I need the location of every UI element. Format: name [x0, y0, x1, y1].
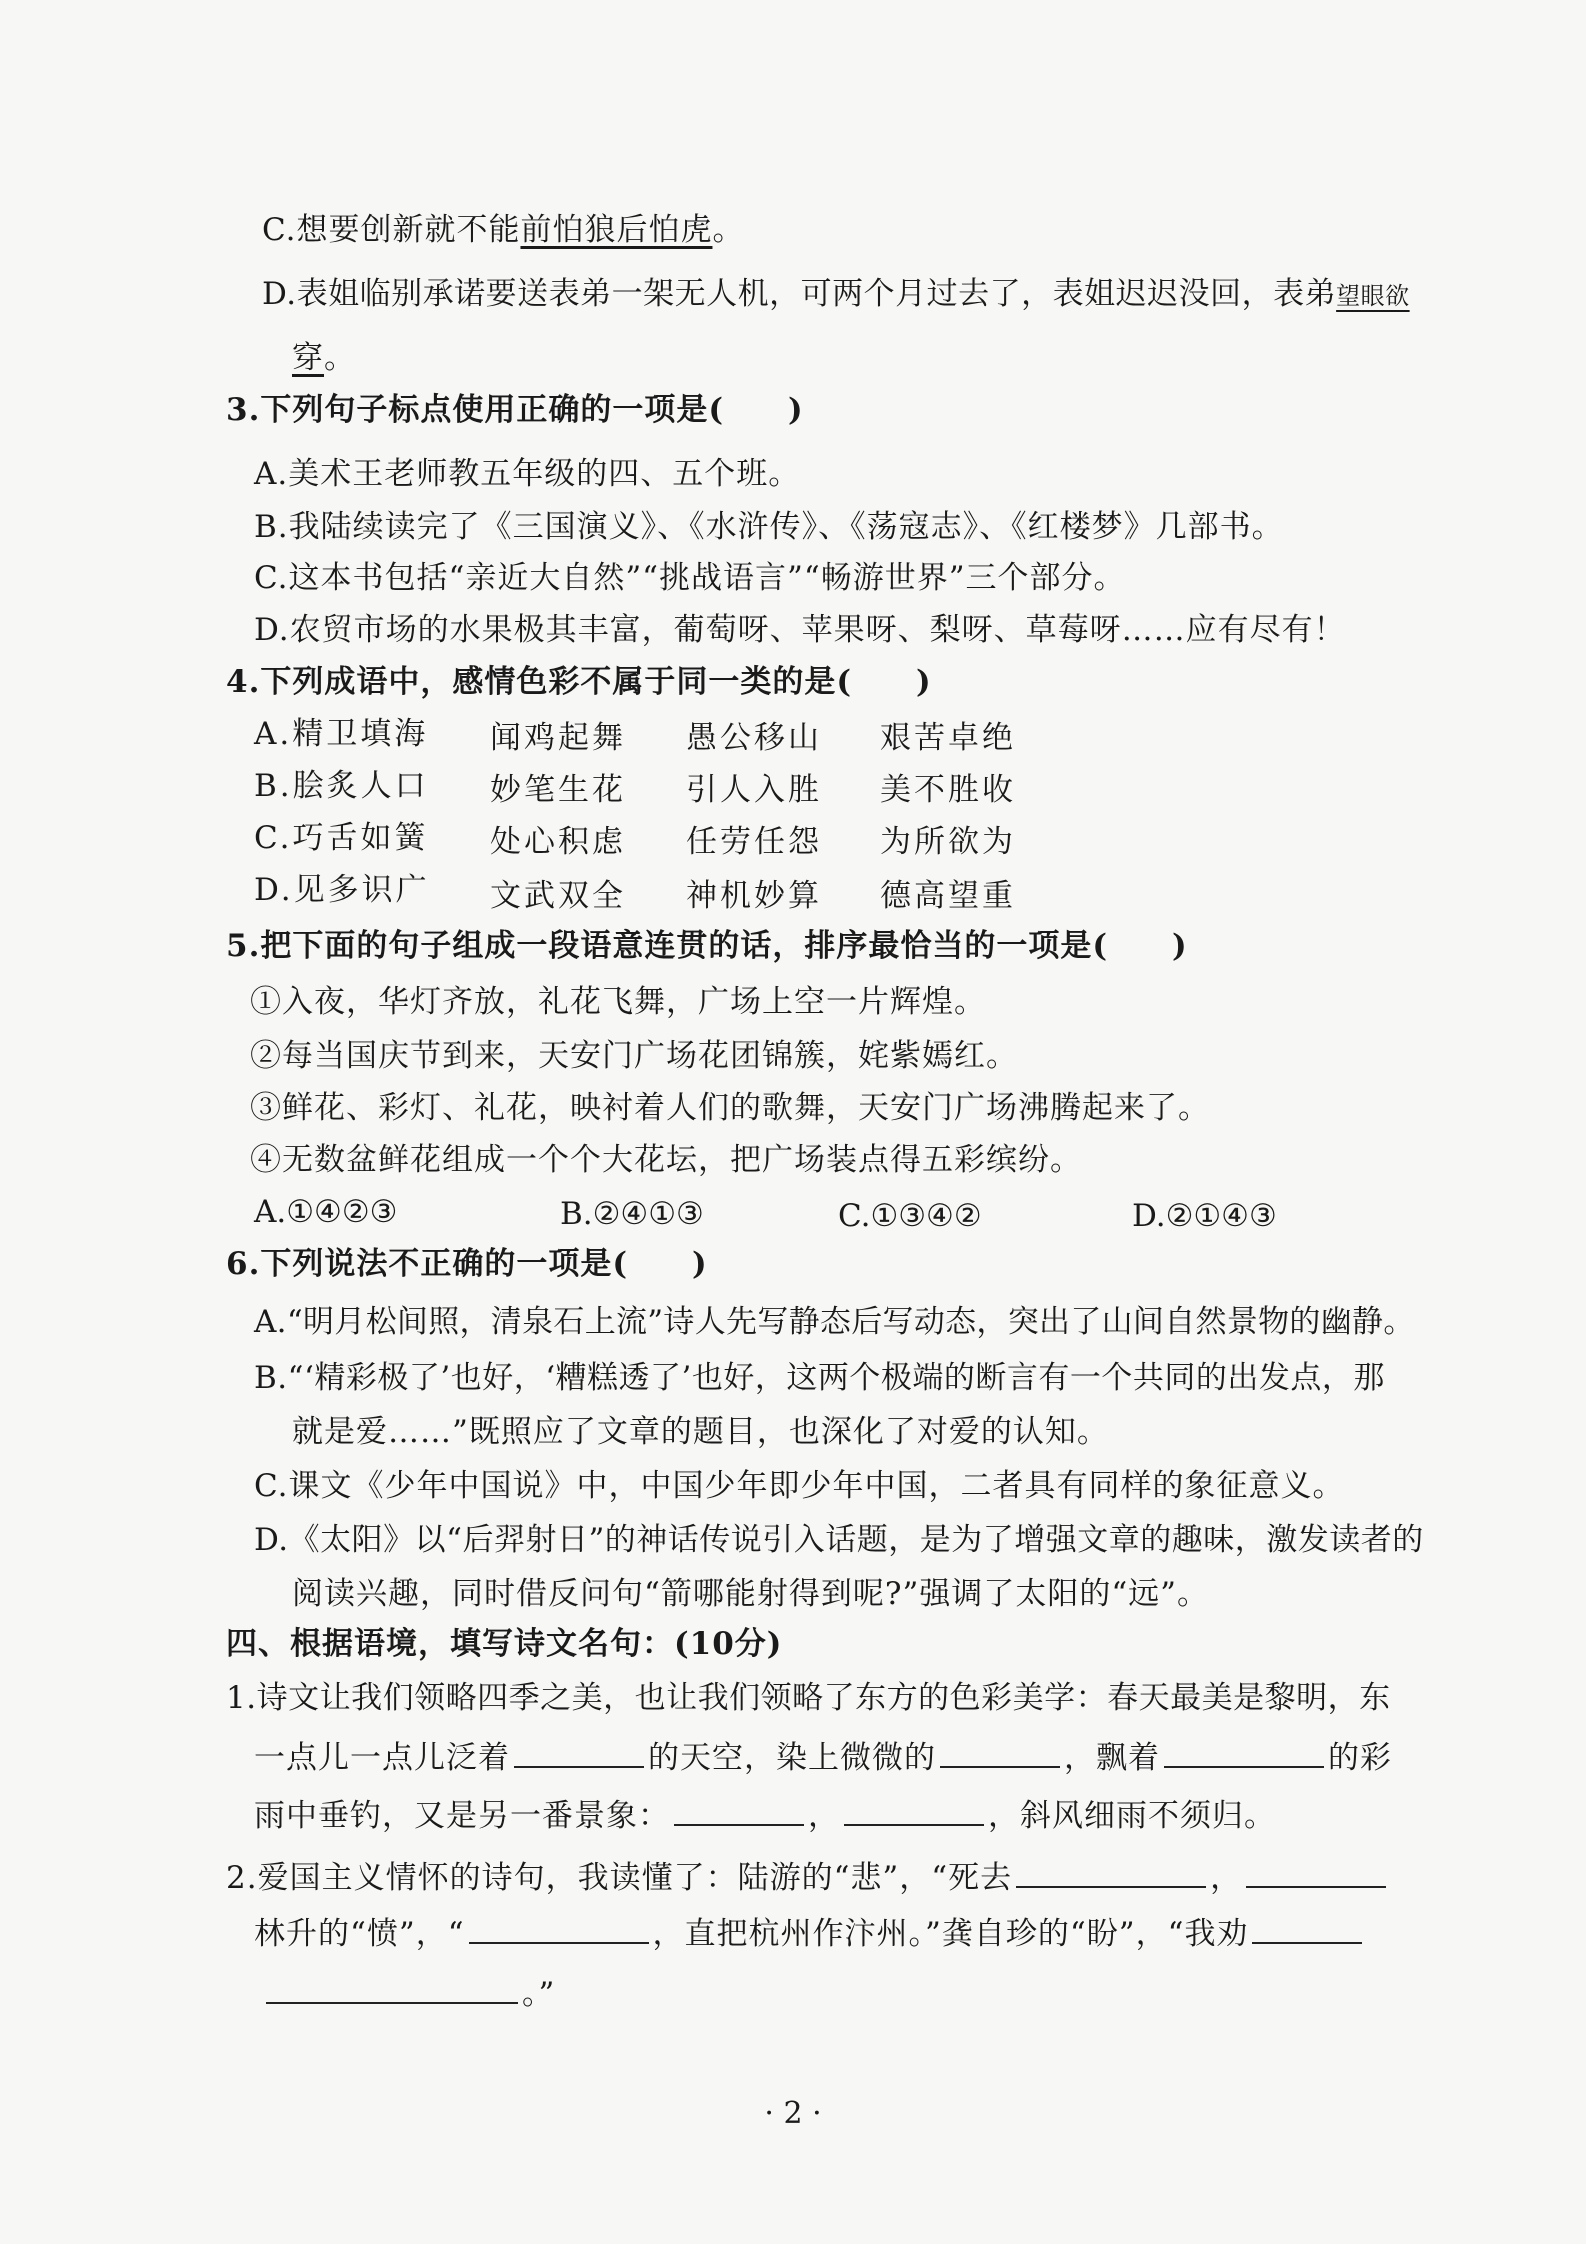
- q5-option-b: B.②④①③: [560, 1196, 704, 1232]
- q4-c-idiom-2: 处心积虑: [490, 824, 626, 860]
- q4-d-idiom-4: 德高望重: [880, 878, 1016, 914]
- q2-d-end: 。: [324, 340, 356, 376]
- q2-option-d: [262, 272, 1410, 318]
- q6-option-d-line1: D.《太阳》以“后羿射日”的神话传说引入话题，是为了增强文章的趣味，激发读者的: [254, 1522, 1424, 1558]
- s4-blank-8[interactable]: [469, 1912, 649, 1944]
- q4-a-idiom-4: 艰苦卓绝: [880, 720, 1016, 756]
- s4-p1-text-f: ，: [808, 1798, 840, 1834]
- q5-option-c: C.①③④②: [838, 1198, 982, 1234]
- s4-blank-2[interactable]: [940, 1736, 1060, 1768]
- s4-blank-4[interactable]: [674, 1794, 804, 1826]
- q2-option-c: [262, 208, 744, 252]
- q6-option-a: A.“明月松间照，清泉石上流”诗人先写静态后写动态，突出了山间自然景物的幽静。: [254, 1304, 1415, 1340]
- q4-c-idiom-4: 为所欲为: [880, 824, 1016, 860]
- q4-a-label: A.精卫填海: [254, 716, 429, 752]
- s4-p1-text-a: 一点儿一点儿泛着: [254, 1740, 510, 1776]
- q4-c-idiom-3: 任劳任怨: [686, 824, 822, 860]
- s4-p2-line3: [262, 1972, 555, 2016]
- q6-option-b-line2: 就是爱……”既照应了文章的题目，也深化了对爱的认知。: [292, 1414, 1109, 1450]
- q5-stem: 5.把下面的句子组成一段语意连贯的话，排序最恰当的一项是( ): [226, 928, 1188, 964]
- q2-c-end: 。: [712, 212, 745, 248]
- q4-d-label: D.见多识广: [254, 872, 430, 908]
- s4-p2-text-c: 林升的“愤”，“: [254, 1916, 465, 1952]
- q4-c-label: C.巧舌如簧: [254, 820, 429, 856]
- s4-p1-text-c: ，飘着: [1064, 1740, 1160, 1776]
- s4-p1-text-d: 的彩: [1328, 1740, 1392, 1776]
- q5-sentence-3: ③鲜花、彩灯、礼花，映衬着人们的歌舞，天安门广场沸腾起来了。: [250, 1090, 1210, 1126]
- q6-stem: 6.下列说法不正确的一项是( ): [226, 1246, 708, 1282]
- q6-option-c: C.课文《少年中国说》中，中国少年即少年中国，二者具有同样的象征意义。: [254, 1468, 1345, 1504]
- s4-p1-text-b: 的天空，染上微微的: [648, 1740, 936, 1776]
- s4-blank-10[interactable]: [266, 1972, 518, 2004]
- q5-sentence-2: ②每当国庆节到来，天安门广场花团锦簇，姹紫嫣红。: [250, 1038, 1018, 1074]
- s4-p2-text-a: 2.爱国主义情怀的诗句，我读懂了：陆游的“悲”，“死去: [226, 1860, 1013, 1896]
- q6-option-b-line1: B.“‘精彩极了’也好，‘糟糕透了’也好，这两个极端的断言有一个共同的出发点，那: [254, 1360, 1385, 1396]
- q4-d-idiom-3: 神机妙算: [686, 878, 822, 914]
- q2-option-d-line2: [292, 336, 356, 380]
- s4-blank-3[interactable]: [1164, 1736, 1324, 1768]
- q5-sentence-4: ④无数盆鲜花组成一个个大花坛，把广场装点得五彩缤纷。: [250, 1142, 1082, 1178]
- q5-option-d: D.②①④③: [1132, 1198, 1277, 1234]
- q4-b-idiom-2: 妙笔生花: [490, 772, 626, 808]
- q4-stem: 4.下列成语中，感情色彩不属于同一类的是( ): [226, 664, 932, 700]
- q2-d-underlined: 望眼欲: [1336, 282, 1410, 310]
- q4-a-idiom-3: 愚公移山: [686, 720, 822, 756]
- q6-option-d-line2: 阅读兴趣，同时借反问句“箭哪能射得到呢?”强调了太阳的“远”。: [292, 1576, 1210, 1612]
- q2-c-text: C.想要创新就不能: [262, 212, 521, 248]
- q4-b-idiom-3: 引人入胜: [686, 772, 822, 808]
- s4-p1-text-g: ，斜风细雨不须归。: [988, 1798, 1276, 1834]
- s4-blank-9[interactable]: [1252, 1912, 1362, 1944]
- q3-option-a: A.美术王老师教五年级的四、五个班。: [254, 456, 801, 492]
- s4-p1-line3: [254, 1794, 1276, 1838]
- q5-option-a: A.①④②③: [254, 1194, 398, 1230]
- s4-p2-line2: [254, 1912, 1366, 1956]
- s4-p2-text-e: 。”: [522, 1976, 556, 2012]
- q2-c-underlined: 前怕狼后怕虎: [520, 212, 713, 248]
- s4-p1-line2: [254, 1736, 1392, 1780]
- s4-p2-text-d: ，直把杭州作汴州。”龚自珍的“盼”，“我劝: [652, 1916, 1249, 1952]
- q4-a-idiom-2: 闻鸡起舞: [490, 720, 626, 756]
- q5-sentence-1: ①入夜，华灯齐放，礼花飞舞，广场上空一片辉煌。: [250, 984, 986, 1020]
- s4-blank-5[interactable]: [844, 1794, 984, 1826]
- q4-b-label: B.脍炙人口: [254, 768, 429, 804]
- s4-blank-7[interactable]: [1246, 1856, 1386, 1888]
- s4-p1-text-e: 雨中垂钓，又是另一番景象：: [254, 1798, 670, 1834]
- q3-option-b: B.我陆续读完了《三国演义》、《水浒传》、《荡寇志》、《红楼梦》几部书。: [254, 509, 1284, 545]
- q3-option-c: C.这本书包括“亲近大自然”“挑战语言”“畅游世界”三个部分。: [254, 560, 1126, 596]
- q3-stem: 3.下列句子标点使用正确的一项是( ): [226, 392, 804, 428]
- s4-p2-text-b: ，: [1210, 1860, 1243, 1896]
- q4-d-idiom-2: 文武双全: [490, 878, 626, 914]
- q2-d-text: D.表姐临别承诺要送表弟一架无人机，可两个月过去了，表姐迟迟没回，表弟: [262, 276, 1337, 312]
- s4-p1-line1: 1.诗文让我们领略四季之美，也让我们领略了东方的色彩美学：春天最美是黎明，东: [226, 1680, 1391, 1716]
- s4-blank-6[interactable]: [1016, 1856, 1206, 1888]
- q2-d-underlined-2: 穿: [292, 340, 324, 376]
- s4-p2-line1: [226, 1856, 1390, 1900]
- s4-blank-1[interactable]: [514, 1736, 644, 1768]
- page-number: · 2 ·: [764, 2096, 822, 2131]
- q3-option-d: D.农贸市场的水果极其丰富，葡萄呀、苹果呀、梨呀、草莓呀……应有尽有！: [254, 612, 1346, 648]
- q4-b-idiom-4: 美不胜收: [880, 772, 1016, 808]
- section-4-title: 四、根据语境，填写诗文名句：(10分): [226, 1626, 783, 1662]
